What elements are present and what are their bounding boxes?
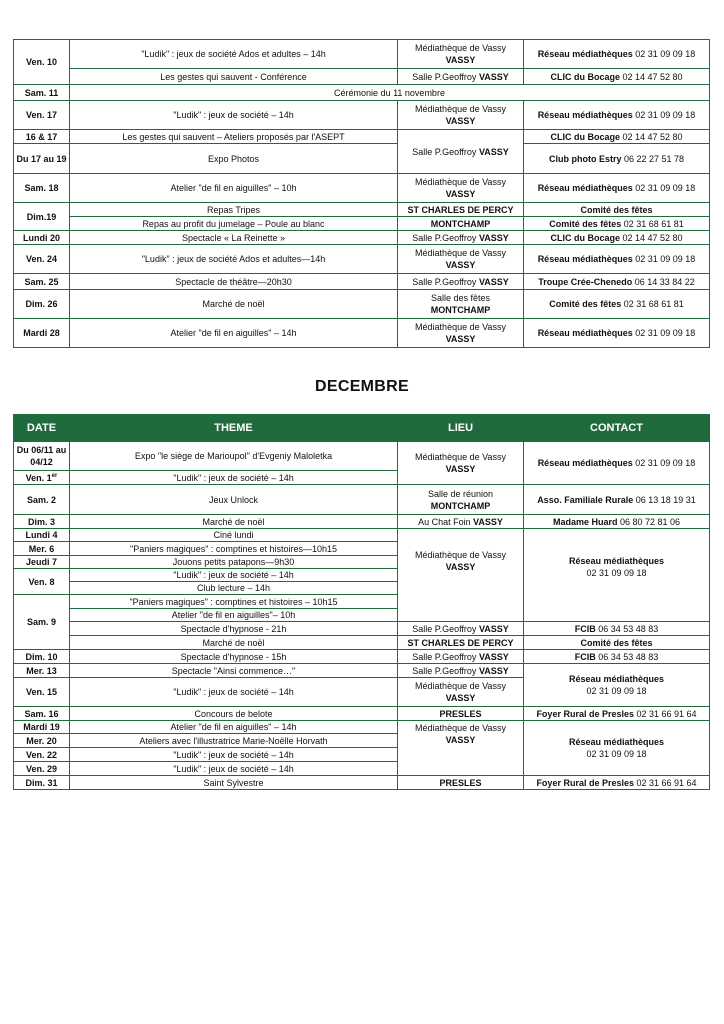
theme-cell: "Ludik" : jeux de société – 14h bbox=[70, 101, 398, 130]
theme-cell: Ateliers avec l'illustratrice Marie-Noëlle Horvath bbox=[70, 734, 398, 748]
date-cell: Du 17 au 19 bbox=[14, 144, 70, 174]
theme-cell: Concours de belote bbox=[70, 707, 398, 721]
contact-cell: CLIC du Bocage 02 14 47 52 80 bbox=[524, 231, 710, 245]
date-cell: Lundi 20 bbox=[14, 231, 70, 245]
date-cell: Du 06/11 au 04/12 bbox=[14, 442, 70, 471]
lieu-cell: ST CHARLES DE PERCY bbox=[398, 636, 524, 650]
lieu-cell: Salle de réunion MONTCHAMP bbox=[398, 485, 524, 515]
lieu-cell: Salle P.Geoffroy VASSY bbox=[398, 274, 524, 290]
table-row bbox=[14, 721, 710, 734]
lieu-cell: Salle P.Geoffroy VASSY bbox=[398, 650, 524, 664]
table-row bbox=[14, 515, 710, 529]
lieu-cell: Médiathèque de Vassy VASSY bbox=[398, 442, 524, 485]
theme-cell: "Ludik" : jeux de société – 14h bbox=[70, 748, 398, 762]
lieu-cell: Médiathèque de Vassy VASSY bbox=[398, 678, 524, 707]
table-row bbox=[14, 174, 710, 203]
theme-cell: Repas Tripes bbox=[70, 203, 398, 217]
theme-cell: Expo Photos bbox=[70, 144, 398, 174]
contact-cell: Comité des fêtes 02 31 68 61 81 bbox=[524, 290, 710, 319]
table-row bbox=[14, 529, 710, 542]
contact-cell: Réseau médiathèques 02 31 09 09 18 bbox=[524, 319, 710, 348]
date-cell: Lundi 4 bbox=[14, 529, 70, 542]
table-row bbox=[14, 290, 710, 319]
theme-cell: "Ludik" : jeux de société – 14h bbox=[70, 569, 398, 582]
contact-cell: Foyer Rural de Presles 02 31 66 91 64 bbox=[524, 707, 710, 721]
theme-cell: Atelier "de fil en aiguilles" – 10h bbox=[70, 174, 398, 203]
theme-cell: Marché de noël bbox=[70, 636, 398, 650]
lieu-cell: Au Chat Foin VASSY bbox=[398, 515, 524, 529]
date-cell: Ven. 10 bbox=[14, 40, 70, 85]
header-theme: THEME bbox=[70, 415, 398, 442]
date-cell: Sam. 18 bbox=[14, 174, 70, 203]
table-row bbox=[14, 101, 710, 130]
date-cell: Ven. 15 bbox=[14, 678, 70, 707]
table-row bbox=[14, 203, 710, 217]
date-cell: Sam. 9 bbox=[14, 595, 70, 650]
table-row bbox=[14, 319, 710, 348]
lieu-cell: Médiathèque de Vassy VASSY bbox=[398, 101, 524, 130]
theme-cell: Spectacle d'hypnose - 21h bbox=[70, 622, 398, 636]
contact-cell: FCIB 06 34 53 48 83 bbox=[524, 650, 710, 664]
date-cell: Mardi 28 bbox=[14, 319, 70, 348]
table-header-row bbox=[14, 415, 710, 442]
theme-cell: Expo "le siège de Marioupol" d'Evgeniy Maloletka bbox=[70, 442, 398, 471]
table-row bbox=[14, 40, 710, 69]
theme-cell: Spectacle de théâtre—20h30 bbox=[70, 274, 398, 290]
lieu-cell: Salle P.Geoffroy VASSY bbox=[398, 130, 524, 174]
contact-cell: Madame Huard 06 80 72 81 06 bbox=[524, 515, 710, 529]
lieu-cell: Salle P.Geoffroy VASSY bbox=[398, 69, 524, 85]
theme-cell: Repas au profit du jumelage – Poule au blanc bbox=[70, 217, 398, 231]
table-row bbox=[14, 707, 710, 721]
theme-cell: Ciné lundi bbox=[70, 529, 398, 542]
table-row bbox=[14, 664, 710, 678]
lieu-cell: Salle P.Geoffroy VASSY bbox=[398, 231, 524, 245]
table-row bbox=[14, 650, 710, 664]
lieu-cell: Salle des fêtes MONTCHAMP bbox=[398, 290, 524, 319]
date-cell: Sam. 16 bbox=[14, 707, 70, 721]
date-cell: 16 & 17 bbox=[14, 130, 70, 144]
theme-cell: Atelier "de fil en aiguilles" – 14h bbox=[70, 319, 398, 348]
contact-cell: Foyer Rural de Presles 02 31 66 91 64 bbox=[524, 776, 710, 790]
theme-cell: "Ludik" : jeux de société – 14h bbox=[70, 471, 398, 485]
november-events-table bbox=[13, 39, 710, 348]
contact-cell: FCIB 06 34 53 48 83 bbox=[524, 622, 710, 636]
lieu-cell: MONTCHAMP bbox=[398, 217, 524, 231]
date-cell: Mer. 13 bbox=[14, 664, 70, 678]
date-cell: Ven. 17 bbox=[14, 101, 70, 130]
contact-cell: Réseau médiathèques 02 31 09 09 18 bbox=[524, 40, 710, 69]
theme-cell: "Ludik" : jeux de société – 14h bbox=[70, 762, 398, 776]
contact-cell: Comité des fêtes bbox=[524, 636, 710, 650]
contact-cell: CLIC du Bocage 02 14 47 52 80 bbox=[524, 69, 710, 85]
theme-cell: "Ludik" : jeux de société – 14h bbox=[70, 678, 398, 707]
theme-cell: Spectacle "Ainsi commence…" bbox=[70, 664, 398, 678]
lieu-cell: PRESLES bbox=[398, 707, 524, 721]
date-cell: Mer. 6 bbox=[14, 542, 70, 556]
contact-cell: CLIC du Bocage 02 14 47 52 80 bbox=[524, 130, 710, 144]
theme-cell: "Paniers magiques" : comptines et histoires – 10h15 bbox=[70, 595, 398, 609]
lieu-cell: Salle P.Geoffroy VASSY bbox=[398, 664, 524, 678]
lieu-cell: Médiathèque de Vassy VASSY bbox=[398, 174, 524, 203]
table-row bbox=[14, 130, 710, 144]
contact-cell: Réseau médiathèques 02 31 09 09 18 bbox=[524, 174, 710, 203]
table-row bbox=[14, 217, 710, 231]
lieu-cell: PRESLES bbox=[398, 776, 524, 790]
date-cell: Ven. 22 bbox=[14, 748, 70, 762]
contact-cell: Réseau médiathèques 02 31 09 09 18 bbox=[524, 664, 710, 707]
contact-cell: Réseau médiathèques 02 31 09 09 18 bbox=[524, 529, 710, 622]
date-cell: Ven. 29 bbox=[14, 762, 70, 776]
lieu-cell: Salle P.Geoffroy VASSY bbox=[398, 622, 524, 636]
theme-cell: "Ludik" : jeux de société Ados et adultes—14h bbox=[70, 245, 398, 274]
december-heading: DECEMBRE bbox=[315, 378, 409, 395]
date-cell: Dim. 26 bbox=[14, 290, 70, 319]
table-row bbox=[14, 69, 710, 85]
contact-cell: Club photo Estry 06 22 27 51 78 bbox=[524, 144, 710, 174]
date-cell: Ven. 8 bbox=[14, 569, 70, 595]
theme-cell: Cérémonie du 11 novembre bbox=[70, 85, 710, 101]
table-row bbox=[14, 442, 710, 471]
contact-cell: Réseau médiathèques 02 31 09 09 18 bbox=[524, 721, 710, 776]
table-row bbox=[14, 274, 710, 290]
table-row bbox=[14, 85, 710, 101]
header-lieu: LIEU bbox=[398, 415, 524, 442]
lieu-cell: Médiathèque de Vassy VASSY bbox=[398, 319, 524, 348]
contact-cell: Asso. Familiale Rurale 06 13 18 19 31 bbox=[524, 485, 710, 515]
december-events-table bbox=[13, 414, 710, 790]
contact-cell: Réseau médiathèques 02 31 09 09 18 bbox=[524, 245, 710, 274]
table-row bbox=[14, 636, 710, 650]
theme-cell: Club lecture – 14h bbox=[70, 582, 398, 595]
theme-cell: Atelier "de fil en aiguilles"– 10h bbox=[70, 609, 398, 622]
lieu-cell: ST CHARLES DE PERCY bbox=[398, 203, 524, 217]
date-cell: Dim. 10 bbox=[14, 650, 70, 664]
header-contact: CONTACT bbox=[524, 415, 710, 442]
theme-cell: Jouons petits patapons—9h30 bbox=[70, 556, 398, 569]
table-row bbox=[14, 144, 710, 174]
date-cell: Sam. 2 bbox=[14, 485, 70, 515]
lieu-cell: Médiathèque de Vassy VASSY bbox=[398, 529, 524, 622]
theme-cell: Spectacle « La Reinette » bbox=[70, 231, 398, 245]
contact-cell: Réseau médiathèques 02 31 09 09 18 bbox=[524, 442, 710, 485]
date-cell: Jeudi 7 bbox=[14, 556, 70, 569]
date-cell: Ven. 1er bbox=[14, 471, 70, 485]
date-cell: Ven. 24 bbox=[14, 245, 70, 274]
date-cell: Mer. 20 bbox=[14, 734, 70, 748]
date-cell: Mardi 19 bbox=[14, 721, 70, 734]
contact-cell: Comité des fêtes bbox=[524, 203, 710, 217]
theme-cell: "Paniers magiques" : comptines et histoires—10h15 bbox=[70, 542, 398, 556]
table-row bbox=[14, 776, 710, 790]
theme-cell: Marché de noël bbox=[70, 290, 398, 319]
date-cell: Dim.19 bbox=[14, 203, 70, 231]
header-date: DATE bbox=[14, 415, 70, 442]
theme-cell: Saint Sylvestre bbox=[70, 776, 398, 790]
contact-cell: Comité des fêtes 02 31 68 61 81 bbox=[524, 217, 710, 231]
table-row bbox=[14, 231, 710, 245]
lieu-cell: Médiathèque de Vassy VASSY bbox=[398, 40, 524, 69]
table-row bbox=[14, 485, 710, 515]
date-cell: Sam. 25 bbox=[14, 274, 70, 290]
lieu-cell: Médiathèque de Vassy VASSY bbox=[398, 245, 524, 274]
contact-cell: Réseau médiathèques 02 31 09 09 18 bbox=[524, 101, 710, 130]
theme-cell: Les gestes qui sauvent – Ateliers proposés par l'ASEPT bbox=[70, 130, 398, 144]
date-cell: Dim. 31 bbox=[14, 776, 70, 790]
table-row bbox=[14, 245, 710, 274]
contact-cell: Troupe Crée-Chenedo 06 14 33 84 22 bbox=[524, 274, 710, 290]
date-cell: Dim. 3 bbox=[14, 515, 70, 529]
theme-cell: Jeux Unlock bbox=[70, 485, 398, 515]
lieu-cell: Médiathèque de Vassy VASSY bbox=[398, 721, 524, 776]
table-row bbox=[14, 622, 710, 636]
date-cell: Sam. 11 bbox=[14, 85, 70, 101]
theme-cell: "Ludik" : jeux de société Ados et adultes – 14h bbox=[70, 40, 398, 69]
theme-cell: Atelier "de fil en aiguilles" – 14h bbox=[70, 721, 398, 734]
theme-cell: Spectacle d'hypnose - 15h bbox=[70, 650, 398, 664]
theme-cell: Marché de noël bbox=[70, 515, 398, 529]
theme-cell: Les gestes qui sauvent - Conférence bbox=[70, 69, 398, 85]
